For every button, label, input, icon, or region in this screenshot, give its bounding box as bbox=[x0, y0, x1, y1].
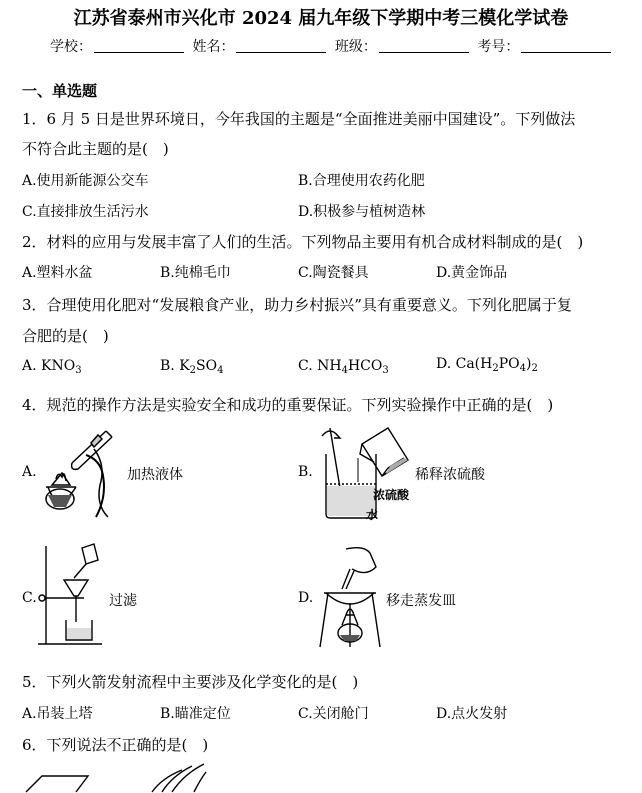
q1-stem-line1: 1．6 月 5 日是世界环境日，今年我国的主题是“全面推进美丽中国建设”。下列做法 bbox=[22, 110, 576, 128]
q1-option-c[interactable]: C.直接排放生活污水 bbox=[22, 204, 149, 220]
q2-option-c[interactable]: C.陶瓷餐具 bbox=[298, 265, 369, 281]
q6-stem: 6．下列说法不正确的是( ) bbox=[22, 736, 209, 754]
number-blank[interactable] bbox=[521, 52, 611, 53]
q3-stem-line1: 3．合理使用化肥对“发展粮食产业，助力乡村振兴”具有重要意义。下列化肥属于复 bbox=[22, 296, 572, 314]
class-blank[interactable] bbox=[379, 52, 469, 53]
heating-liquid-figure bbox=[36, 425, 126, 520]
q1-option-b[interactable]: B.合理使用农药化肥 bbox=[298, 173, 425, 189]
q4-option-b-acid-tag: 浓硫酸 bbox=[373, 488, 410, 502]
q4-option-d-letter[interactable]: D. bbox=[298, 590, 314, 606]
filtration-figure bbox=[36, 540, 106, 650]
q4-option-b-label: 稀释浓硫酸 bbox=[415, 467, 485, 483]
q4-option-a-letter[interactable]: A. bbox=[22, 464, 37, 480]
exam-title: 江苏省泰州市兴化市 2024 届九年级下学期中考三模化学试卷 bbox=[73, 8, 569, 29]
q6-figure-partial bbox=[22, 762, 222, 793]
q2-option-d[interactable]: D.黄金饰品 bbox=[436, 265, 508, 281]
q4-option-b-letter[interactable]: B. bbox=[298, 464, 313, 480]
q4-stem: 4．规范的操作方法是实验安全和成功的重要保证。下列实验操作中正确的是( ) bbox=[22, 396, 554, 414]
q1-option-a[interactable]: A.使用新能源公交车 bbox=[22, 173, 149, 189]
q5-option-b[interactable]: B.瞄准定位 bbox=[160, 706, 231, 722]
q1-stem-line2: 不符合此主题的是( ) bbox=[22, 140, 169, 158]
q4-option-c-letter[interactable]: C. bbox=[22, 590, 37, 606]
q2-option-a[interactable]: A.塑料水盆 bbox=[22, 265, 93, 281]
q4-option-d-label: 移走蒸发皿 bbox=[386, 593, 456, 609]
q5-option-a[interactable]: A.吊装上塔 bbox=[22, 706, 93, 722]
q5-option-d[interactable]: D.点火发射 bbox=[436, 706, 508, 722]
q4-option-b-water-tag: 水 bbox=[366, 508, 379, 522]
q3-option-d[interactable]: D. $Ca(H_2PO_4)_2$ bbox=[436, 356, 538, 374]
student-info-row bbox=[50, 36, 615, 56]
name-label: 姓名： bbox=[192, 39, 235, 55]
q2-option-b[interactable]: B.纯棉毛巾 bbox=[160, 265, 231, 281]
q5-option-c[interactable]: C.关闭舱门 bbox=[298, 706, 369, 722]
q5-stem: 5．下列火箭发射流程中主要涉及化学变化的是( ) bbox=[22, 673, 359, 691]
school-blank[interactable] bbox=[94, 52, 184, 53]
dilute-acid-figure bbox=[312, 424, 412, 524]
q3-stem-line2: 合肥的是( ) bbox=[22, 327, 109, 345]
q1-option-d[interactable]: D.积极参与植树造林 bbox=[298, 204, 426, 220]
q2-stem: 2．材料的应用与发展丰富了人们的生活。下列物品主要用有机合成材料制成的是( ) bbox=[22, 233, 584, 251]
number-label: 考号： bbox=[477, 39, 520, 55]
q4-option-a-label: 加热液体 bbox=[127, 467, 183, 483]
class-label: 班级： bbox=[334, 39, 377, 55]
school-label: 学校： bbox=[50, 39, 92, 55]
q3-option-b[interactable]: B. $K_2SO_4$ bbox=[160, 358, 224, 376]
name-blank[interactable] bbox=[236, 52, 326, 53]
q3-option-c[interactable]: C. $NH_4HCO_3$ bbox=[298, 358, 389, 376]
section-heading: 一、单选题 bbox=[22, 82, 98, 100]
q3-option-a[interactable]: A. $KNO_3$ bbox=[22, 358, 82, 376]
q4-option-c-label: 过滤 bbox=[109, 593, 137, 609]
evaporating-dish-figure bbox=[316, 543, 386, 653]
